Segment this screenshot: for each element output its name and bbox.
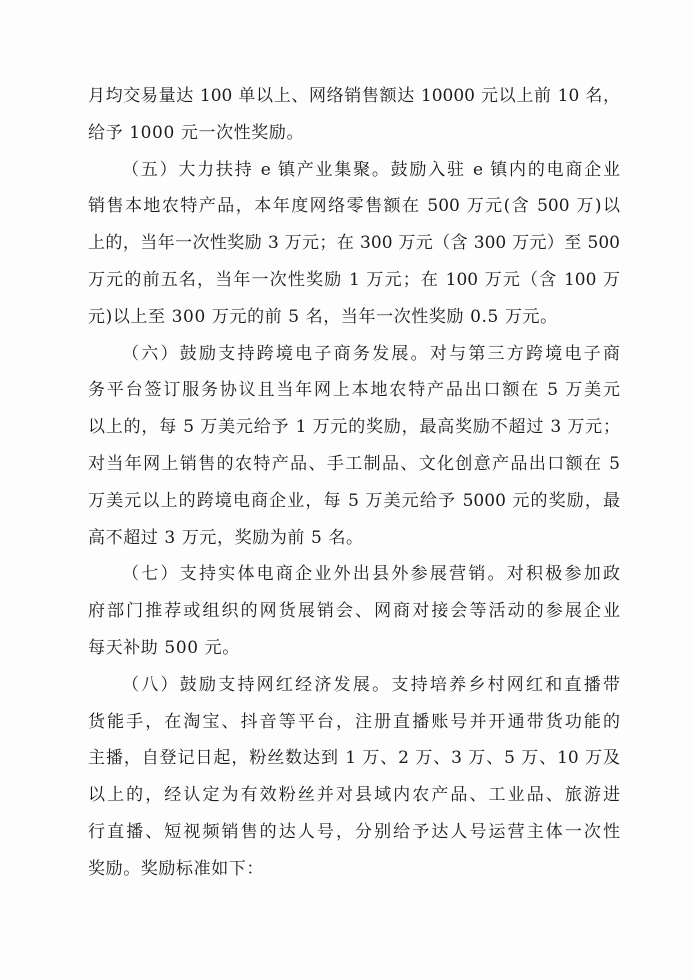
text-line: 万元的前五名，当年一次性奖励 1 万元；在 100 万元（含 100 万 (88, 269, 620, 290)
paragraph-heading-line: （六）鼓励支持跨境电子商务发展。对与第三方跨境电子商 (122, 343, 620, 364)
paragraph-heading-line: （七）支持实体电商企业外出县外参展营销。对积极参加政 (122, 564, 620, 585)
text-line: 高不超过 3 万元，奖励为前 5 名。 (88, 527, 364, 548)
text-line: 万美元以上的跨境电商企业，每 5 万美元给予 5000 元的奖励，最 (88, 490, 620, 511)
text-line: 货能手，在淘宝、抖音等平台，注册直播账号并开通带货功能的 (88, 711, 620, 732)
text-line: 奖励。奖励标准如下： (88, 858, 264, 879)
paragraph-heading-line: （八）鼓励支持网红经济发展。支持培养乡村网红和直播带 (122, 674, 620, 695)
text-line: 上的，当年一次性奖励 3 万元；在 300 万元（含 300 万元）至 500 (88, 233, 620, 254)
text-line: 行直播、短视频销售的达人号，分别给予达人号运营主体一次性 (88, 821, 620, 842)
text-line: 对当年网上销售的农特产品、手工制品、文化创意产品出口额在 5 (88, 453, 620, 474)
text-line: 月均交易量达 100 单以上、网络销售额达 10000 元以上前 10 名， (88, 86, 620, 106)
body-text (88, 78, 620, 888)
text-line: 给予 1000 元一次性奖励。 (88, 122, 305, 143)
text-line: 主播，自登记日起，粉丝数达到 1 万、2 万、3 万、5 万、10 万及 (88, 748, 620, 769)
text-line: 每天补助 500 元。 (88, 637, 240, 658)
text-line: 销售本地农特产品，本年度网络零售额在 500 万元(含 500 万)以 (88, 196, 620, 217)
paragraph-heading-line: （五）大力扶持 e 镇产业集聚。鼓励入驻 e 镇内的电商企业 (122, 159, 620, 180)
text-line: 府部门推荐或组织的网货展销会、网商对接会等活动的参展企业 (88, 601, 620, 622)
text-line: 务平台签订服务协议且当年网上本地农特产品出口额在 5 万美元 (88, 380, 620, 401)
text-line: 元)以上至 300 万元的前 5 名，当年一次性奖励 0.5 万元。 (88, 306, 558, 327)
text-line: 以上的，每 5 万美元给予 1 万元的奖励，最高奖励不超过 3 万元； (88, 417, 620, 438)
text-line: 以上的，经认定为有效粉丝并对县域内农产品、工业品、旅游进 (88, 785, 620, 806)
